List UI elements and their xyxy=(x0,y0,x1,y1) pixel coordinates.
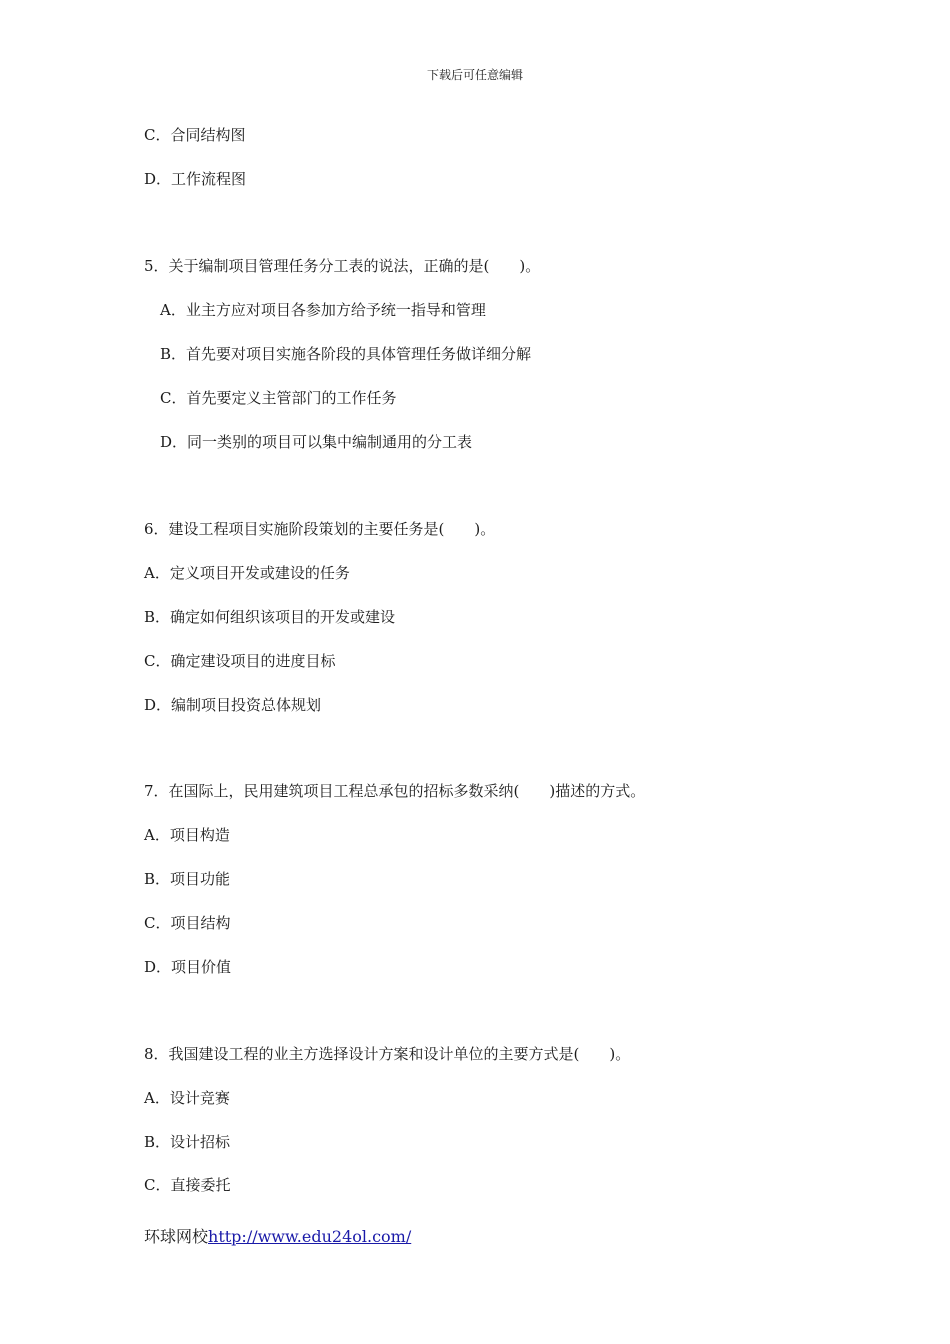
q5-option-c: C．首先要定义主管部门的工作任务 xyxy=(160,389,397,407)
q5-option-b: B．首先要对项目实施各阶段的具体管理任务做详细分解 xyxy=(160,345,532,363)
q7-option-d: D．项目价值 xyxy=(144,958,232,976)
q7-option-b: B．项目功能 xyxy=(144,870,231,888)
q5-option-a: A．业主方应对项目各参加方给予统一指导和管理 xyxy=(160,301,486,319)
q5-option-d: D．同一类别的项目可以集中编制通用的分工表 xyxy=(160,433,473,451)
q6-question: 6．建设工程项目实施阶段策划的主要任务是( )。 xyxy=(144,520,496,538)
q7-option-a: A．项目构造 xyxy=(144,826,230,844)
q4-option-c: C．合同结构图 xyxy=(144,126,246,144)
q6-option-d: D．编制项目投资总体规划 xyxy=(144,696,322,714)
q8-option-a: A．设计竞赛 xyxy=(144,1089,230,1107)
q4-option-d: D．工作流程图 xyxy=(144,170,247,188)
q6-option-a: A．定义项目开发或建设的任务 xyxy=(144,564,350,582)
q6-option-c: C．确定建设项目的进度目标 xyxy=(144,652,336,670)
q8-option-c: C．直接委托 xyxy=(144,1176,231,1194)
q5-question: 5．关于编制项目管理任务分工表的说法，正确的是( )。 xyxy=(144,257,541,275)
q7-question: 7．在国际上，民用建筑项目工程总承包的招标多数采纳( )描述的方式。 xyxy=(144,782,646,800)
footer-link[interactable]: http://www.edu24ol.com/ xyxy=(208,1227,412,1246)
q8-question: 8．我国建设工程的业主方选择设计方案和设计单位的主要方式是( )。 xyxy=(144,1045,631,1063)
q6-option-b: B．确定如何组织该项目的开发或建设 xyxy=(144,608,396,626)
footer-label: 环球网校 xyxy=(144,1227,209,1246)
page-footer xyxy=(144,1226,411,1248)
q7-option-c: C．项目结构 xyxy=(144,914,231,932)
q8-option-b: B．设计招标 xyxy=(144,1133,231,1151)
page-header: 下载后可任意编辑 xyxy=(426,68,523,82)
